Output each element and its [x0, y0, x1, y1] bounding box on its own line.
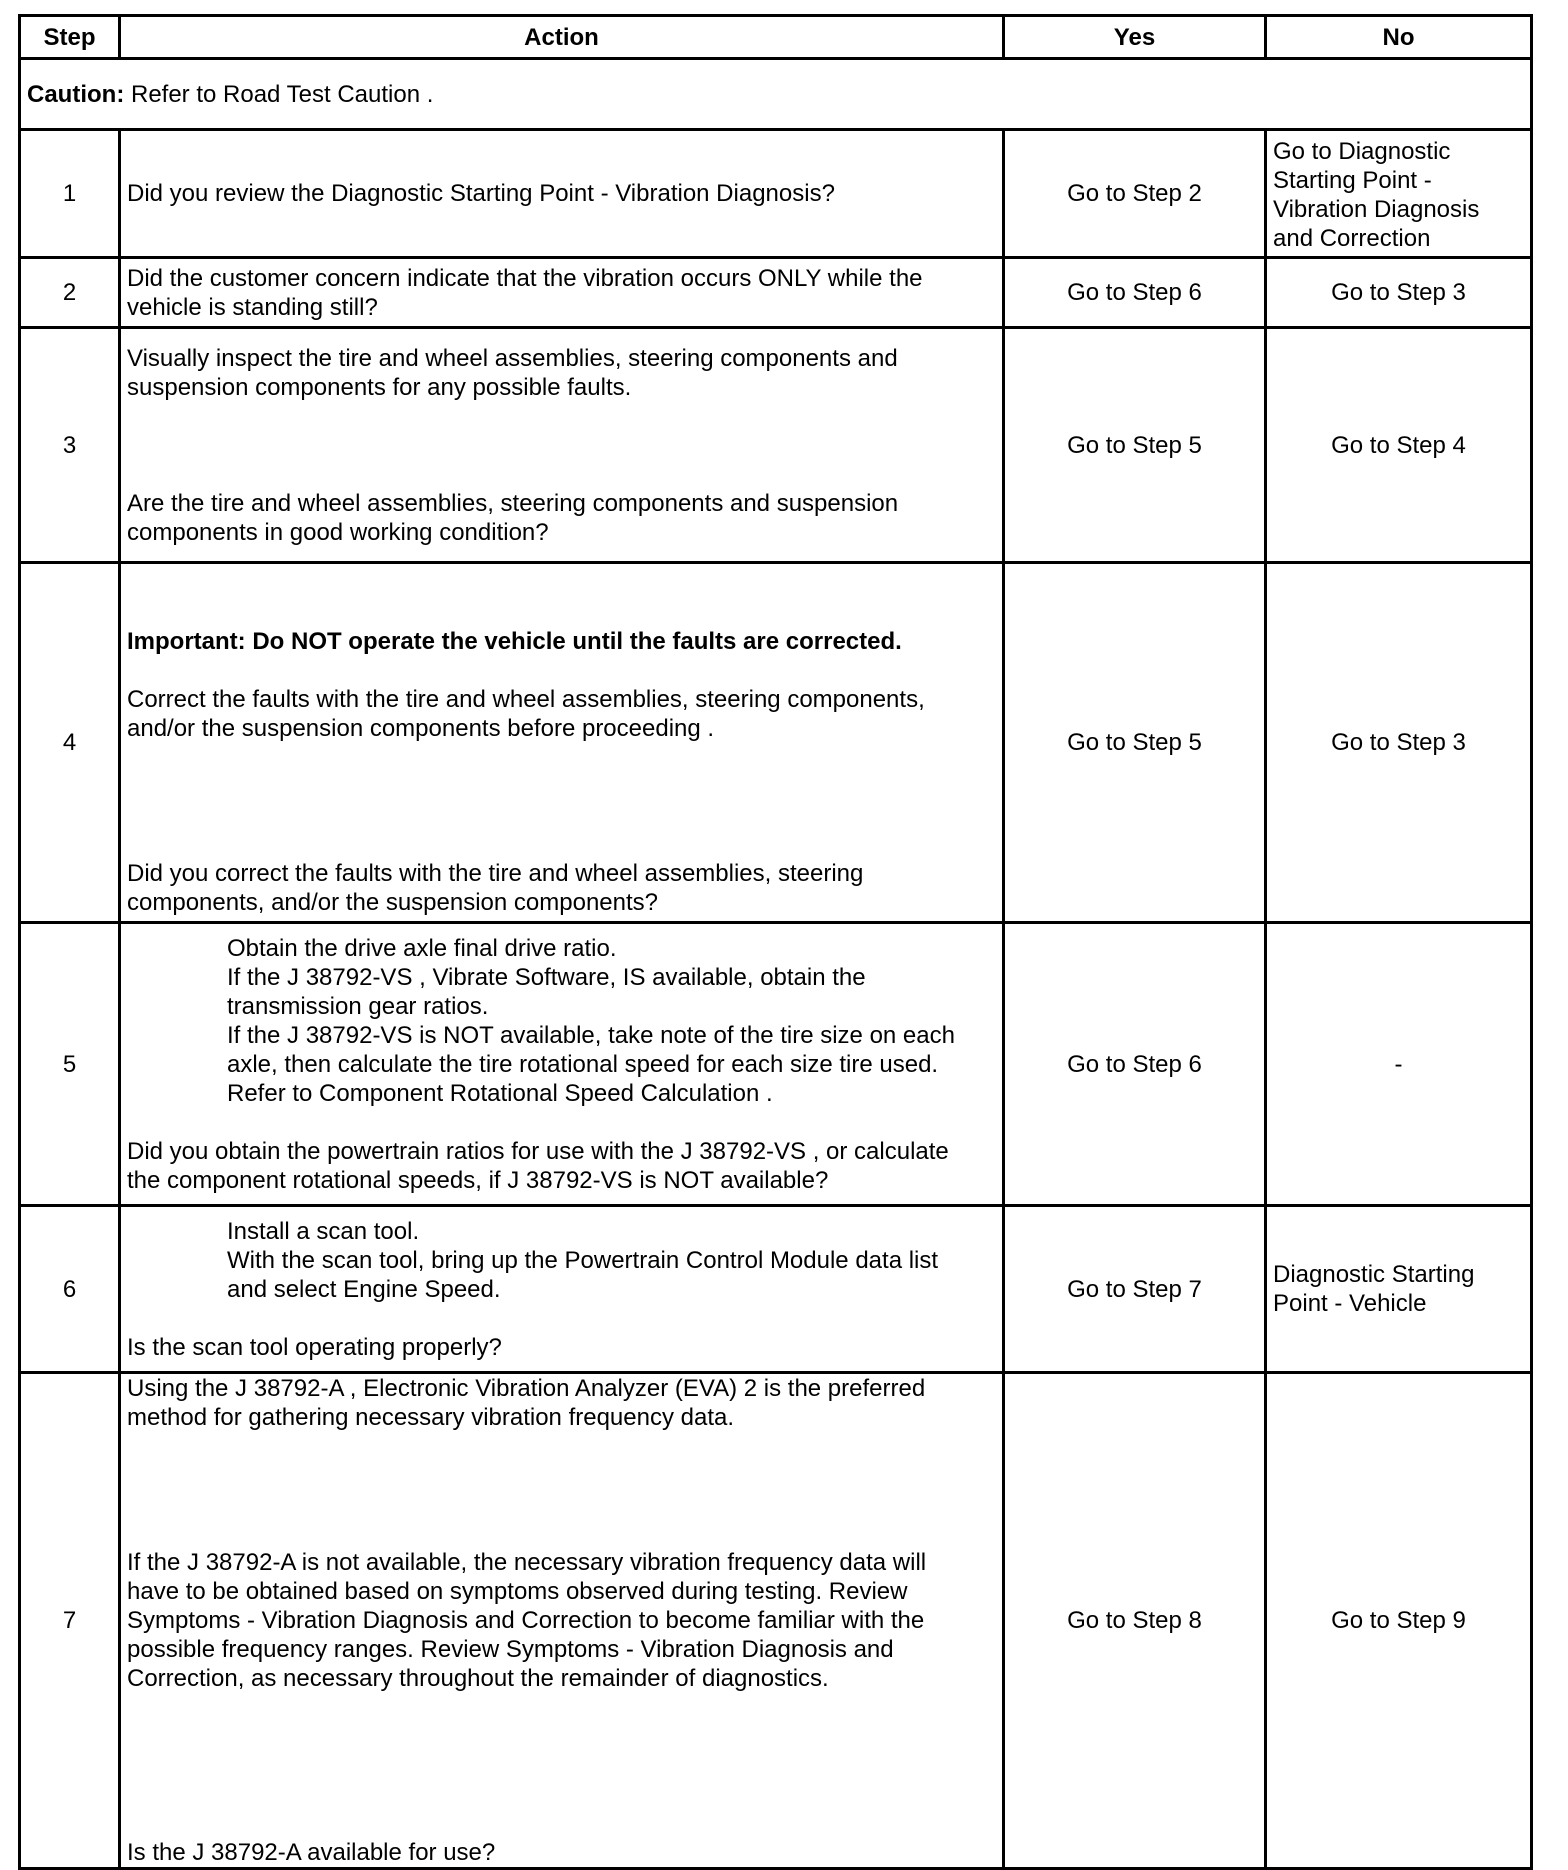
diagnostic-table [18, 14, 1533, 1870]
step-list [127, 1217, 996, 1304]
table-row [20, 923, 1532, 1206]
yes-cell: Go to Step 5 [1004, 328, 1266, 563]
table-row [20, 1206, 1532, 1373]
action-line: Is the scan tool operating properly? [127, 1333, 502, 1361]
caution-text: Refer to Road Test Caution . [124, 80, 434, 108]
action-cell [120, 1373, 1004, 1869]
list-item: and select Engine Speed. [227, 1275, 501, 1303]
action-line: Did the customer concern indicate that the vibration occurs ONLY while the [127, 264, 923, 292]
list-item: With the scan tool, bring up the Powertrain Control Module data list [227, 1246, 939, 1274]
action-line: vehicle is standing still? [127, 293, 378, 321]
yes-cell: Go to Step 8 [1004, 1373, 1266, 1869]
action-line: Using the J 38792-A , Electronic Vibration Analyzer (EVA) 2 is the preferred [127, 1375, 926, 1402]
caution-label: Caution: [27, 80, 125, 108]
action-cell [120, 328, 1004, 563]
no-line: Go to Diagnostic [1273, 138, 1451, 165]
action-line: the component rotational speeds, if J 38792-VS is NOT available? [127, 1166, 829, 1194]
step-number: 3 [20, 328, 120, 563]
action-cell [120, 923, 1004, 1206]
header-no: No [1266, 16, 1532, 59]
yes-cell: Go to Step 7 [1004, 1206, 1266, 1373]
list-item: If the J 38792-VS is NOT available, take note of the tire size on each [227, 1021, 955, 1049]
action-cell [120, 563, 1004, 923]
action-cell [120, 130, 1004, 258]
no-cell: Go to Step 9 [1266, 1373, 1532, 1869]
yes-cell: Go to Step 5 [1004, 563, 1266, 923]
step-number: 7 [20, 1373, 120, 1869]
step-number: 5 [20, 923, 120, 1206]
no-line: Diagnostic Starting [1273, 1261, 1475, 1288]
action-line: Did you obtain the powertrain ratios for use with the J 38792-VS , or calculate [127, 1137, 949, 1165]
step-number: 1 [20, 130, 120, 258]
action-line: Symptoms - Vibration Diagnosis and Correction to become familiar with the [127, 1607, 925, 1634]
list-item: transmission gear ratios. [227, 992, 489, 1020]
action-line: and/or the suspension components before proceeding . [127, 714, 715, 742]
no-cell: Go to Step 3 [1266, 258, 1532, 328]
action-line: possible frequency ranges. Review Symptoms - Vibration Diagnosis and [127, 1636, 894, 1663]
action-line: Did you review the Diagnostic Starting Point - Vibration Diagnosis? [127, 180, 835, 207]
action-cell [120, 258, 1004, 328]
table-row [20, 130, 1532, 258]
action-line: components in good working condition? [127, 518, 549, 546]
table-row [20, 1373, 1532, 1869]
action-line: suspension components for any possible faults. [127, 373, 632, 401]
no-cell: Go to Step 3 [1266, 563, 1532, 923]
caution-cell [20, 59, 1532, 130]
header-row [20, 16, 1532, 59]
header-yes: Yes [1004, 16, 1266, 59]
step-number: 6 [20, 1206, 120, 1373]
table-row [20, 328, 1532, 563]
step-list [127, 934, 996, 1108]
action-line: If the J 38792-A is not available, the necessary vibration frequency data will [127, 1549, 927, 1576]
no-line: and Correction [1273, 225, 1431, 252]
action-line: Correction, as necessary throughout the remainder of diagnostics. [127, 1665, 829, 1692]
list-item: Refer to Component Rotational Speed Calculation . [227, 1079, 773, 1107]
table-row [20, 258, 1532, 328]
action-line: Correct the faults with the tire and wheel assemblies, steering components, [127, 685, 925, 713]
table-row [20, 563, 1532, 923]
header-action: Action [120, 16, 1004, 59]
action-line: have to be obtained based on symptoms observed during testing. Review [127, 1578, 908, 1605]
action-line: Are the tire and wheel assemblies, steering components and suspension [127, 489, 899, 517]
step-number: 2 [20, 258, 120, 328]
no-cell [1266, 130, 1532, 258]
yes-cell: Go to Step 6 [1004, 923, 1266, 1206]
list-item: Install a scan tool. [227, 1217, 420, 1245]
action-line: components, and/or the suspension components? [127, 888, 659, 916]
action-line: method for gathering necessary vibration frequency data. [127, 1404, 735, 1431]
caution-row [20, 59, 1532, 130]
no-cell [1266, 1206, 1532, 1373]
list-item: Obtain the drive axle final drive ratio. [227, 934, 617, 962]
no-cell: - [1266, 923, 1532, 1206]
yes-cell: Go to Step 2 [1004, 130, 1266, 258]
no-line: Vibration Diagnosis [1273, 196, 1480, 223]
action-line: Did you correct the faults with the tire and wheel assemblies, steering [127, 859, 864, 887]
action-cell [120, 1206, 1004, 1373]
list-item: axle, then calculate the tire rotational speed for each size tire used. [227, 1050, 939, 1078]
action-line: Visually inspect the tire and wheel assemblies, steering components and [127, 344, 898, 372]
yes-cell: Go to Step 6 [1004, 258, 1266, 328]
list-item: If the J 38792-VS , Vibrate Software, IS available, obtain the [227, 963, 866, 991]
important-note: Important: Do NOT operate the vehicle until the faults are corrected. [127, 627, 902, 655]
no-line: Starting Point - [1273, 167, 1432, 194]
no-line: Point - Vehicle [1273, 1290, 1427, 1317]
header-step: Step [20, 16, 120, 59]
step-number: 4 [20, 563, 120, 923]
no-cell: Go to Step 4 [1266, 328, 1532, 563]
action-line: Is the J 38792-A available for use? [127, 1839, 496, 1866]
